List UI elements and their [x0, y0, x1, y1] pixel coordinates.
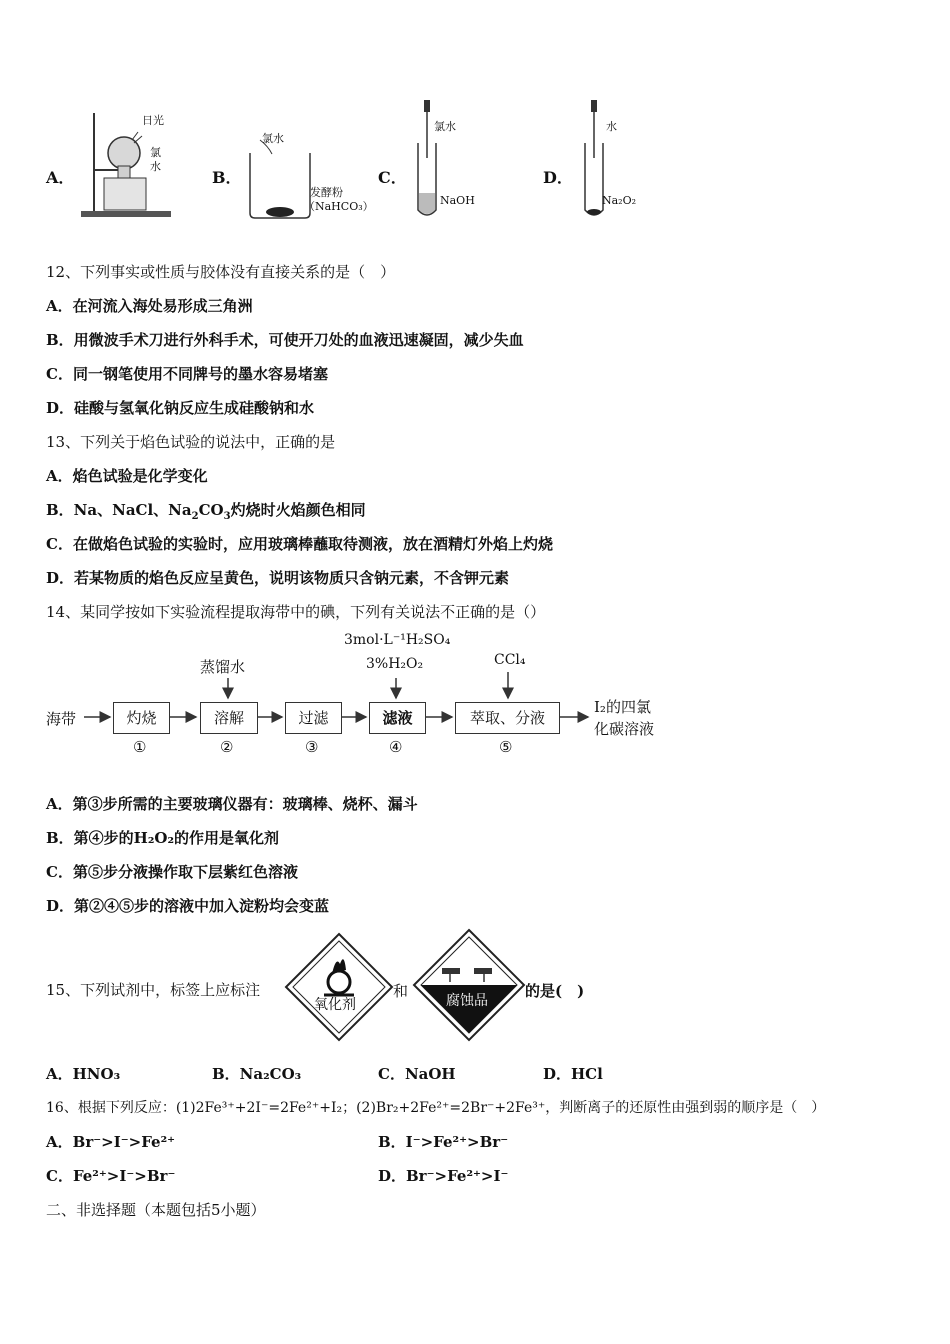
q15-and: 和: [393, 982, 409, 1000]
flow-step-4: 滤液: [369, 702, 426, 734]
option-a-label: A．: [46, 168, 75, 187]
corrosive-label-icon: [412, 928, 526, 1042]
naoh-label: NaOH: [440, 194, 475, 207]
flow-num-4: ④: [389, 738, 403, 756]
flow-num-2: ②: [220, 738, 234, 756]
q16-stem: 16、根据下列反应：(1)2Fe³⁺+2I⁻=2Fe²⁺+I₂；(2)Br₂+2Fe²⁺=2Br⁻+2Fe³⁺，判断离子的还原性由强到弱的顺序是（ ）: [46, 1100, 826, 1116]
powder-label: 发酵粉: [310, 186, 343, 199]
q16-option-d: D．Br⁻>Fe²⁺>I⁻: [378, 1167, 509, 1185]
flow-end-1: I₂的四氯: [594, 698, 651, 716]
chlorine-label-b: 氯水: [262, 132, 284, 145]
option-d-label: D．: [543, 168, 573, 187]
flow-add-ccl4: CCl₄: [494, 652, 526, 668]
flow-add-water: 蒸馏水: [200, 658, 246, 676]
q16-option-a: A．Br⁻>I⁻>Fe²⁺: [46, 1133, 176, 1151]
flow-step-2: 溶解: [200, 702, 258, 734]
q12-option-a: A．在河流入海处易形成三角洲: [46, 297, 253, 315]
flow-step-5: 萃取、分液: [455, 702, 560, 734]
q12-option-b: B．用微波手术刀进行外科手术，可使开刀处的血液迅速凝固，减少失血: [46, 331, 524, 349]
flow-step-3: 过滤: [285, 702, 342, 734]
option-c-label: C．: [378, 168, 407, 187]
section-2-heading: 二、非选择题（本题包括5小题）: [46, 1201, 266, 1219]
oxidizer-label-icon: [284, 932, 394, 1042]
q12-option-d: D．硅酸与氢氧化钠反应生成硅酸钠和水: [46, 399, 315, 417]
q15-option-d: D．HCl: [543, 1065, 603, 1083]
q12-option-c: C．同一钢笔使用不同牌号的墨水容易堵塞: [46, 365, 328, 383]
q14-stem: 14、某同学按如下实验流程提取海带中的碘，下列有关说法不正确的是（）: [46, 603, 546, 621]
q15-stem-post: 的是( ): [525, 982, 585, 1000]
q14-option-b: B．第④步的H₂O₂的作用是氧化剂: [46, 829, 280, 847]
na2o2-label: Na₂O₂: [602, 194, 637, 207]
flow-add-acid: 3mol·L⁻¹H₂SO₄: [344, 632, 451, 648]
corrosive-text: 腐蚀品: [446, 993, 488, 1009]
q13-option-b: B．Na、NaCl、$Na_2CO_3$灼烧时火焰颜色相同: [46, 501, 366, 522]
q13-stem: 13、下列关于焰色试验的说法中，正确的是: [46, 433, 336, 451]
q15-stem-pre: 15、下列试剂中，标签上应标注: [46, 981, 261, 999]
option-b-label: B．: [212, 168, 242, 187]
q14-option-a: A．第③步所需的主要玻璃仪器有：玻璃棒、烧杯、漏斗: [46, 795, 418, 813]
flow-end-2: 化碳溶液: [594, 720, 655, 738]
q13-option-d: D．若某物质的焰色反应呈黄色，说明该物质只含钠元素，不含钾元素: [46, 569, 510, 587]
flow-num-3: ③: [305, 738, 319, 756]
q13-option-a: A．焰色试验是化学变化: [46, 467, 208, 485]
q14-option-d: D．第②④⑤步的溶液中加入淀粉均会变蓝: [46, 897, 330, 915]
chlorine-label-c: 氯水: [434, 120, 456, 133]
q16-option-b: B．I⁻>Fe²⁺>Br⁻: [378, 1133, 509, 1151]
q14-option-c: C．第⑤步分液操作取下层紫红色溶液: [46, 863, 298, 881]
sun-label: 日光: [142, 114, 164, 127]
flow-start: 海带: [46, 710, 77, 728]
oxidizer-text: 氧化剂: [314, 997, 356, 1013]
q13-option-c: C．在做焰色试验的实验时，应用玻璃棒蘸取待测液，放在酒精灯外焰上灼烧: [46, 535, 553, 553]
q12-stem: 12、下列事实或性质与胶体没有直接关系的是（ ）: [46, 263, 396, 281]
powder-formula: （NaHCO₃）: [304, 200, 374, 213]
chlorine-label-a: 氯水: [150, 146, 161, 173]
q16-option-c: C．Fe²⁺>I⁻>Br⁻: [46, 1167, 176, 1185]
q15-option-c: C．NaOH: [378, 1065, 456, 1083]
flow-add-peroxide: 3%H₂O₂: [366, 656, 424, 672]
q15-option-b: B．Na₂CO₃: [212, 1065, 302, 1083]
flow-num-5: ⑤: [499, 738, 513, 756]
flow-step-1: 灼烧: [113, 702, 170, 734]
water-label: 水: [606, 120, 617, 133]
q15-option-a: A．HNO₃: [46, 1065, 121, 1083]
flow-num-1: ①: [133, 738, 147, 756]
